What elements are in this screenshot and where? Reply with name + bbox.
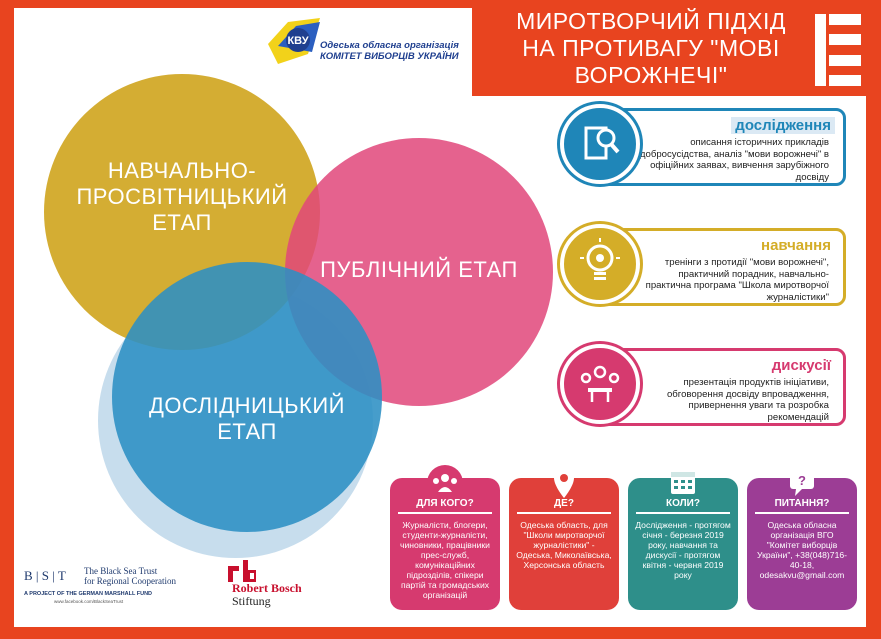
pink-circle-label: ПУБЛІЧНИЙ ЕТАП [320,257,518,282]
book-magnifier-icon [560,104,640,184]
stage-label: дослідження [731,117,835,134]
e-logo-icon [815,14,861,86]
card-body: Одеська обласна організація ВГО "Комітет виборців України", +38(048)716-40-18, odesakvu@gmail.com [757,520,847,580]
question-bubble-icon [783,464,821,502]
lightbulb-gear-icon [560,224,640,304]
card-body: Дослідження - протягом січня - березня 2019 року, навчання та дискусії - протягом квітня - червня 2019 року [635,520,731,580]
svg-text:КВУ: КВУ [287,35,309,47]
bosch-mark-icon [228,560,258,582]
card-divider [755,512,849,514]
card-body: Журналісти, блогери, студенти-журналісти, чиновники, працівники прес-служб, комунікаційних підрозділів, спікери партій та громадських організацій [400,520,490,600]
card-where [509,478,619,610]
group-icon [426,464,464,502]
bst-line1: The Black Sea Trust [84,566,158,576]
card-when [628,478,738,610]
card-who [390,478,500,610]
stage-research [560,104,850,188]
org-name: Одеська обласна організація КОМІТЕТ ВИБОРЦІВ УКРАЇНИ [320,40,459,62]
location-pin-icon [545,464,583,502]
card-divider [398,512,492,514]
calendar-icon [664,464,702,502]
bst-logo [24,566,214,616]
blue-circle-label: ДОСЛІДНИЦЬКИЙ ЕТАП [149,393,345,444]
card-divider [517,512,611,514]
card-title: ПИТАННЯ? [774,498,830,509]
bst-line3: A PROJECT OF THE GERMAN MARSHALL FUND [24,591,153,597]
stage-label: навчання [761,237,831,254]
card-title: ДЕ? [554,498,574,509]
bosch-logo [228,560,358,612]
svg-text:?: ? [798,473,806,488]
bst-line4: www.facebook.com/BlackSeaTrust [54,599,124,604]
stage-description: описання історичних прикладів добросусідства, аналіз "мови ворожнечі" в офіційних заявах, вивчення зарубіжного досвіду [639,137,829,183]
card-title: КОЛИ? [666,498,700,509]
people-table-icon [560,344,640,424]
bosch-line2: Stiftung [232,594,271,608]
card-divider [636,512,730,514]
card-questions [747,473,857,610]
stage-discussions [560,344,850,428]
stage-description: презентація продуктів ініціативи, обговорення досвіду впровадження, привернення уваги та розробка рекомендацій [666,377,829,423]
yellow-circle-label: НАВЧАЛЬНО- ПРОСВІТНИЦЬКИЙ ЕТАП [76,158,288,235]
card-body: Одеська область, для "Школи миротворчої журналістики" - Одеська, Миколаївська, Херсонська область [516,520,612,570]
stage-description: тренінги з протидії "мови ворожнечі", практичний порадник, навчально-практична програма "Школа миротворчої журналістики" [645,257,829,303]
bosch-line1: Robert Bosch [232,581,302,595]
stage-education [560,224,850,308]
stage-label: дискусії [771,357,831,374]
page-title: МИРОТВОРЧИЙ ПІДХІД НА ПРОТИВАГУ "МОВІ ВОРОЖНЕЧІ" [516,8,786,88]
bst-letters: B | S | T [24,568,66,583]
card-title: ДЛЯ КОГО? [416,498,474,509]
bst-line2: for Regional Cooperation [84,576,176,586]
